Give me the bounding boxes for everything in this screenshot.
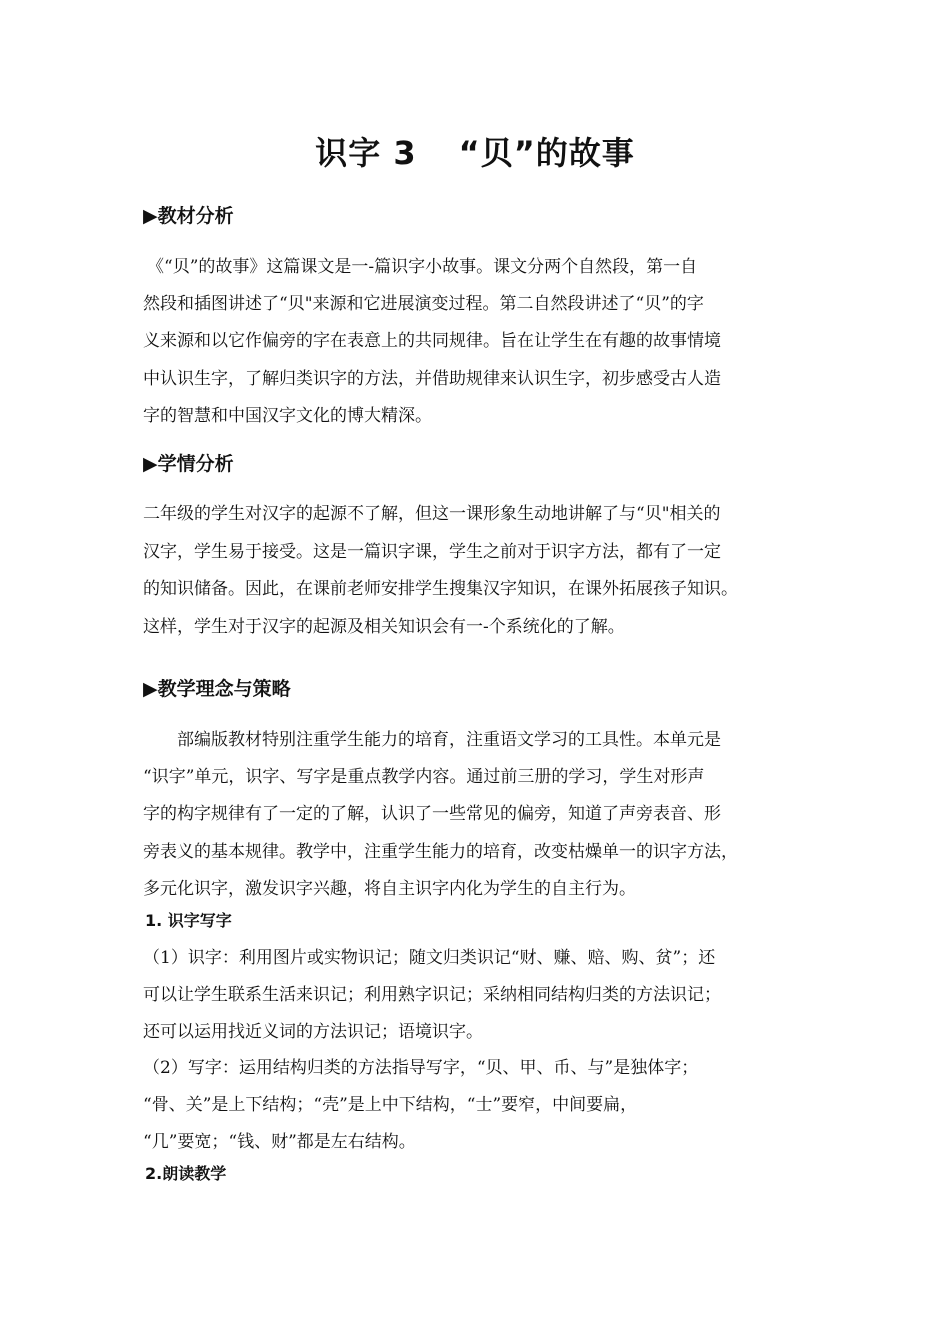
paragraph-line: 的知识储备。因此，在课前老师安排学生搜集汉字知识，在课外拓展孩子知识。 — [143, 579, 738, 599]
title-lesson-name: “贝”的故事 — [458, 134, 635, 172]
subsection-heading-literacy-writing: 1. 识字写字 — [145, 911, 232, 930]
paragraph-line: 多元化识字，激发识字兴趣，将自主识字内化为学生的自主行为。 — [143, 879, 636, 899]
paragraph-line: 部编版教材特别注重学生能力的培育，注重语文学习的工具性。本单元是 — [177, 730, 721, 750]
section-heading-teaching-philosophy: ▶教学理念与策略 — [143, 678, 291, 700]
paragraph-line: 然段和插图讲述了“贝"来源和它进展演变过程。第二自然段讲述了“贝”的字 — [143, 294, 704, 314]
paragraph-line: 《“贝”的故事》这篇课文是一-篇识字小故事。课文分两个自然段，第一自 — [147, 257, 698, 277]
paragraph-line: 旁表义的基本规律。教学中，注重学生能力的培育，改变枯燥单一的识字方法， — [143, 842, 738, 862]
subsection-heading-reading: 2.朗读教学 — [145, 1164, 227, 1183]
paragraph-line: 字的智慧和中国汉字文化的博大精深。 — [143, 406, 432, 426]
paragraph-line: （2）写字：运用结构归类的方法指导写字，“贝、甲、币、与”是独体字； — [143, 1058, 699, 1078]
paragraph-line: 汉字，学生易于接受。这是一篇识字课，学生之前对于识字方法，都有了一定 — [143, 542, 721, 562]
paragraph-line: 可以让学生联系生活来识记；利用熟字识记；采纳相同结构归类的方法识记； — [143, 985, 721, 1005]
title-lesson-number: 识字 3 — [315, 134, 417, 172]
paragraph-line: “骨、关”是上下结构；“壳”是上中下结构，“士”要窄，中间要扁， — [143, 1095, 638, 1115]
paragraph-line: 二年级的学生对汉字的起源不了解，但这一课形象生动地讲解了与“贝"相关的 — [143, 504, 721, 524]
paragraph-line: 义来源和以它作偏旁的字在表意上的共同规律。旨在让学生在有趣的故事情境 — [143, 331, 721, 351]
section-heading-textbook-analysis: ▶教材分析 — [143, 205, 234, 227]
paragraph-line: 还可以运用找近义词的方法识记；语境识字。 — [143, 1022, 483, 1042]
paragraph-line: （1）识字：利用图片或实物识记；随文归类识记“财、赚、赔、购、贫”；还 — [143, 948, 716, 968]
paragraph-line: “识字”单元，识字、写字是重点教学内容。通过前三册的学习，学生对形声 — [143, 767, 705, 787]
paragraph-line: 这样，学生对于汉字的起源及相关知识会有一-个系统化的了解。 — [143, 617, 625, 637]
paragraph-line: 中认识生字，了解归类识字的方法，并借助规律来认识生字，初步感受古人造 — [143, 369, 721, 389]
paragraph-line: “几”要宽；“钱、财”都是左右结构。 — [143, 1132, 416, 1152]
page-title — [0, 128, 950, 174]
paragraph-line: 字的构字规律有了一定的了解，认识了一些常见的偏旁，知道了声旁表音、形 — [143, 804, 721, 824]
section-heading-student-analysis: ▶学情分析 — [143, 453, 234, 475]
